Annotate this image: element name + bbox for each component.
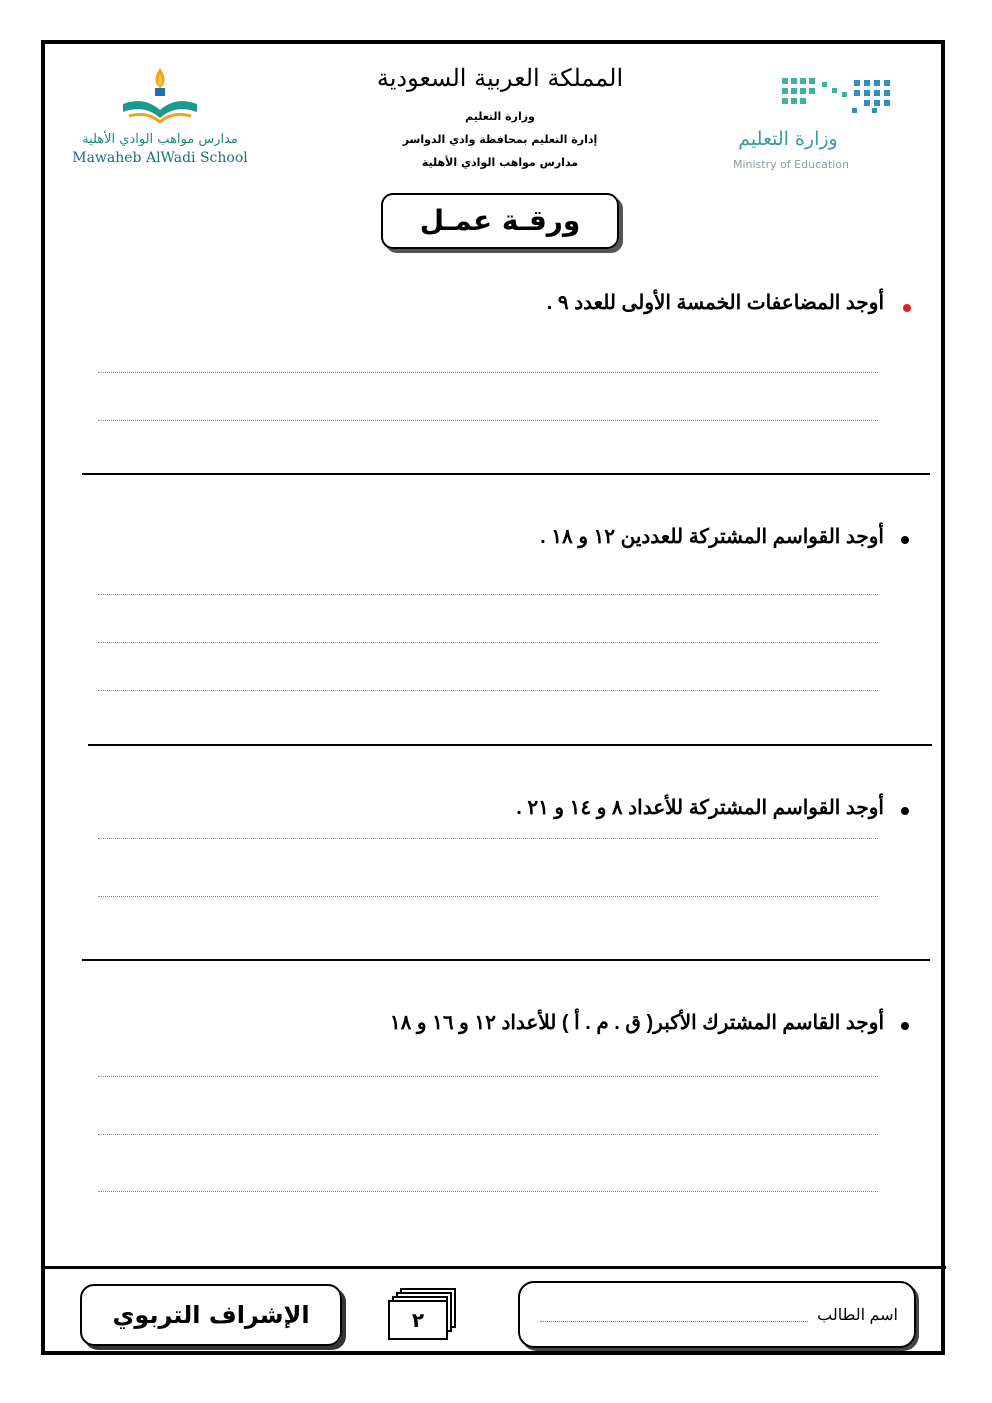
school-logo-english: Mawaheb AlWadi School: [72, 150, 248, 166]
answer-line[interactable]: [98, 838, 878, 839]
answer-line[interactable]: [98, 690, 878, 691]
moe-logo-english: Ministry of Education: [732, 158, 849, 171]
section-divider: [82, 959, 930, 961]
section-divider: [88, 744, 932, 746]
school-logo: [60, 64, 260, 174]
answer-line[interactable]: [98, 1134, 878, 1135]
answer-line[interactable]: [98, 1191, 878, 1192]
official-header: [350, 62, 650, 169]
moe-logo-arabic: وزارة التعليم: [738, 128, 838, 150]
education-administration: إدارة التعليم بمحافظة وادي الدواسر: [402, 133, 598, 146]
answer-line[interactable]: [98, 594, 878, 595]
answer-line[interactable]: [98, 420, 878, 421]
question-1: أوجد المضاعفات الخمسة الأولى للعدد ٩ .: [546, 292, 884, 314]
student-name-field[interactable]: [540, 1321, 808, 1322]
bullet-icon: [901, 1022, 909, 1030]
school-name: مدارس مواهب الوادي الأهلية: [421, 156, 579, 169]
answer-line[interactable]: [98, 1076, 878, 1077]
page-number: ٢: [411, 1308, 425, 1332]
worksheet-title: ورقـة عمـل: [381, 193, 619, 249]
moe-logo: [718, 72, 908, 182]
ministry-name: وزارة التعليم: [465, 110, 535, 123]
kingdom-calligraphy: المملكة العربية السعودية: [376, 64, 624, 92]
book-torch-icon: [115, 64, 205, 130]
answer-line[interactable]: [98, 642, 878, 643]
answer-line[interactable]: [98, 896, 878, 897]
student-name-label: اسم الطالب: [817, 1307, 898, 1324]
supervision-label: الإشراف التربوي: [80, 1284, 342, 1346]
answer-line[interactable]: [98, 372, 878, 373]
student-name-box[interactable]: [518, 1281, 916, 1348]
school-logo-arabic: مدارس مواهب الوادي الأهلية: [82, 132, 238, 147]
bullet-icon: [901, 536, 909, 544]
page-number-box: [390, 1298, 454, 1338]
question-3: أوجد القواسم المشتركة للأعداد ٨ و ١٤ و ٢١ .: [516, 797, 884, 819]
moe-dots-icon: [782, 78, 894, 118]
question-2: أوجد القواسم المشتركة للعددين ١٢ و ١٨ .: [540, 526, 884, 548]
question-4: أوجد القاسم المشترك الأكبر( ق . م . أ ) للأعداد ١٢ و ١٦ و ١٨: [389, 1012, 884, 1034]
footer-divider: [44, 1266, 946, 1269]
bullet-icon: [903, 304, 911, 312]
section-divider: [82, 473, 930, 475]
page-front: [388, 1300, 448, 1340]
bullet-icon: [901, 807, 909, 815]
